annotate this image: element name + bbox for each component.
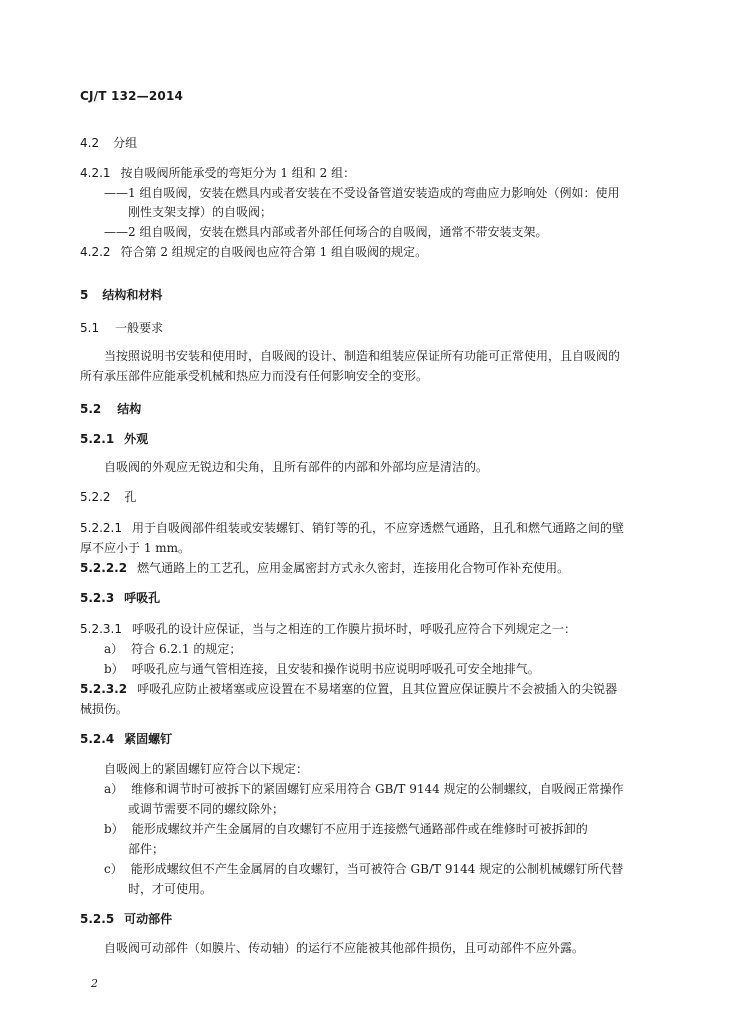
section-5-2-4-heading (80, 731, 172, 747)
list-item-a (104, 641, 241, 657)
paragraph-5-2-4-intro: 自吸阀上的紧固螺钉应符合以下规定： (104, 762, 309, 776)
clause-text: 呼吸孔应防止被堵塞或应设置在不易堵塞的位置，且其位置应保证膜片不会被插入的尖锐器 (137, 682, 618, 696)
section-number: 5.2.3 (80, 591, 115, 605)
list-item-b (104, 661, 540, 677)
section-title: 外观 (124, 432, 149, 446)
chapter-number: 5 (80, 288, 89, 302)
paragraph-5-1-line2: 所有承压部件应能承受机械和热应力而没有任何影响安全的变形。 (80, 369, 429, 383)
clause-text: 燃气通路上的工艺孔，应用金属密封方式永久密封，连接用化合物可作补充使用。 (137, 561, 570, 575)
clause-text: 呼吸孔的设计应保证，当与之相连的工作膜片损坏时，呼吸孔应符合下列规定之一： (131, 622, 576, 636)
list-text: 能形成螺纹但不产生金属屑的自攻螺钉，当可被符合 GB/T 9144 规定的公制机械螺钉所代替 (130, 862, 624, 876)
clause-4-2-2 (80, 244, 427, 260)
page-number: 2 (91, 977, 98, 990)
clause-text: 按自吸阀所能承受的弯矩分为 1 组和 2 组： (120, 166, 356, 180)
clause-5-2-3-2 (80, 681, 617, 697)
section-title: 紧固螺钉 (124, 732, 173, 746)
section-5-2-3-heading (80, 590, 160, 606)
clause-number: 4.2.2 (80, 245, 111, 259)
clause-4-2-1 (80, 165, 355, 181)
section-number: 5.2.5 (80, 912, 115, 926)
chapter-5-heading (80, 287, 162, 303)
list-dash-item-1: ——1 组自吸阀，安装在燃具内或者安装在不受设备管道安装造成的弯曲应力影响处（例如：使用 (104, 186, 620, 200)
section-title: 孔 (124, 490, 137, 504)
clause-number: 5.2.3.1 (80, 622, 122, 636)
section-5-2-heading (80, 401, 141, 417)
clause-5-2-2-1-cont: 厚不应小于 1 mm。 (80, 541, 191, 555)
list-item-b (104, 821, 588, 837)
clause-5-2-2-1 (80, 520, 624, 536)
list-text: 符合 6.2.1 的规定； (131, 642, 242, 656)
clause-5-2-3-1 (80, 621, 576, 637)
section-number: 5.2.2 (80, 490, 111, 504)
clause-5-2-3-2-cont: 械损伤。 (80, 702, 129, 716)
section-5-2-2-heading (80, 489, 137, 505)
list-item-b-cont: 部件； (128, 842, 165, 856)
chapter-title: 结构和材料 (102, 288, 163, 302)
section-number: 5.2.4 (80, 732, 115, 746)
paragraph-5-1-line1: 当按照说明书安装和使用时，自吸阀的设计、制造和组装应保证所有功能可正常使用，且自吸阀的 (104, 349, 621, 363)
section-number: 5.2 (80, 402, 102, 416)
list-item-a-cont: 或调节需要不同的螺纹除外； (128, 802, 285, 816)
paragraph-5-2-5: 自吸阀可动部件（如膜片、传动轴）的运行不应能被其他部件损伤，且可动部件不应外露。 (104, 941, 585, 955)
list-label: b） (104, 822, 124, 836)
clause-number: 5.2.3.2 (80, 682, 128, 696)
section-number: 5.1 (80, 321, 100, 335)
clause-number: 5.2.2.2 (80, 561, 128, 575)
list-label: b） (104, 662, 124, 676)
section-title: 可动部件 (124, 912, 173, 926)
list-item-a (104, 781, 624, 797)
section-title: 一般要求 (115, 321, 164, 335)
section-4-2-heading (80, 135, 137, 151)
list-label: a） (104, 642, 124, 656)
list-item-c (104, 861, 623, 877)
section-title: 结构 (117, 402, 142, 416)
clause-5-2-2-2 (80, 560, 569, 576)
section-5-1-heading (80, 320, 163, 336)
clause-text: 符合第 2 组规定的自吸阀也应符合第 1 组自吸阀的规定。 (120, 245, 428, 259)
clause-text: 用于自吸阀部件组装或安装螺钉、销钉等的孔，不应穿透燃气通路，且孔和燃气通路之间的壁 (131, 521, 624, 535)
section-title: 呼吸孔 (124, 591, 161, 605)
list-item-c-cont: 时，才可使用。 (128, 882, 213, 896)
clause-number: 4.2.1 (80, 166, 111, 180)
list-label: c） (104, 862, 123, 876)
section-5-2-1-heading (80, 431, 148, 447)
list-text: 能形成螺纹并产生金属屑的自攻螺钉不应用于连接燃气通路部件或在维修时可被拆卸的 (131, 822, 588, 836)
standard-code: CJ/T 132—2014 (80, 89, 184, 103)
list-text: 维修和调节时可被拆下的紧固螺钉应采用符合 GB/T 9144 规定的公制螺纹，自吸阀正常操作 (131, 782, 624, 796)
list-dash-item-1-cont: 刚性支架支撑）的自吸阀； (128, 205, 273, 219)
section-5-2-5-heading (80, 911, 172, 927)
clause-number: 5.2.2.1 (80, 521, 122, 535)
section-number: 4.2 (80, 136, 100, 150)
paragraph-5-2-1: 自吸阀的外观应无锐边和尖角，且所有部件的内部和外部均应是清洁的。 (104, 460, 489, 474)
list-text: 呼吸孔应与通气管相连接，且安装和操作说明书应说明呼吸孔可安全地排气。 (131, 662, 540, 676)
list-label: a） (104, 782, 124, 796)
section-number: 5.2.1 (80, 432, 115, 446)
section-title: 分组 (113, 136, 138, 150)
list-dash-item-2: ——2 组自吸阀，安装在燃具内部或者外部任何场合的自吸阀，通常不带安装支架。 (104, 225, 548, 239)
